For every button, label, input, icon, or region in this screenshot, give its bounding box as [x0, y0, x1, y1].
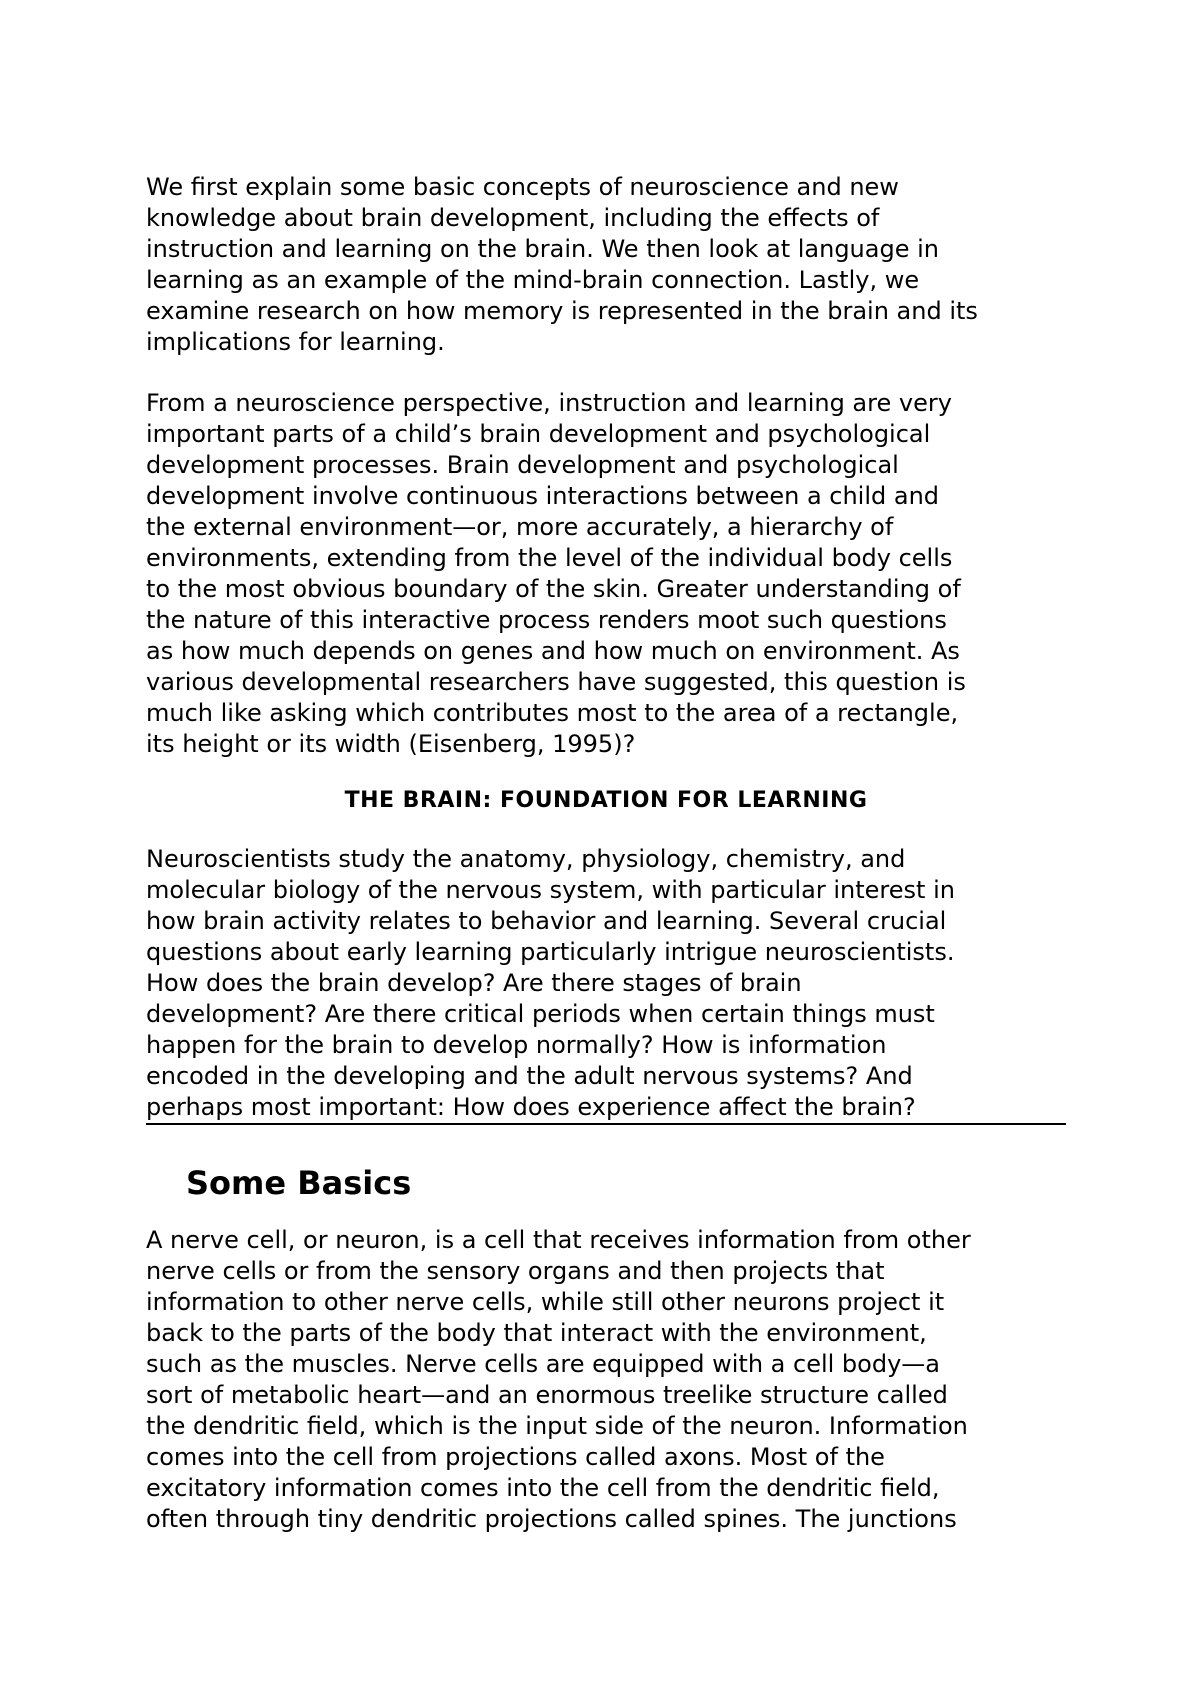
text-line: happen for the brain to develop normally? How is information [146, 1031, 887, 1059]
text-line: examine research on how memory is represented in the brain and its [146, 297, 978, 325]
text-line: important parts of a child’s brain development and psychological [146, 420, 931, 448]
text-line: back to the parts of the body that interact with the environment, [146, 1319, 927, 1347]
text-line: Neuroscientists study the anatomy, physiology, chemistry, and [146, 845, 906, 873]
text-line: We first explain some basic concepts of neuroscience and new [146, 173, 899, 201]
neuron-paragraph [146, 1225, 1066, 1535]
text-line: encoded in the developing and the adult nervous systems? And [146, 1062, 913, 1090]
text-line: implications for learning. [146, 328, 445, 356]
text-line: often through tiny dendritic projections called spines. The junctions [146, 1505, 957, 1533]
neuroscience-perspective-paragraph [146, 388, 1066, 760]
text-line: knowledge about brain development, including the effects of [146, 204, 880, 232]
text-line: comes into the cell from projections called axons. Most of the [146, 1443, 885, 1471]
text-line: learning as an example of the mind-brain connection. Lastly, we [146, 266, 920, 294]
subheading: Some Basics [186, 1164, 412, 1202]
text-line: perhaps most important: How does experience affect the brain? [146, 1093, 916, 1121]
document-page [146, 172, 1066, 1535]
text-line: excitatory information comes into the cell from the dendritic field, [146, 1474, 940, 1502]
text-line: as how much depends on genes and how much on environment. As [146, 637, 960, 665]
text-line: development? Are there critical periods when certain things must [146, 1000, 935, 1028]
text-line: From a neuroscience perspective, instruction and learning are very [146, 389, 952, 417]
text-line: the nature of this interactive process renders moot such questions [146, 606, 947, 634]
text-line: sort of metabolic heart—and an enormous treelike structure called [146, 1381, 948, 1409]
text-line: its height or its width (Eisenberg, 1995)? [146, 730, 636, 758]
text-line: the dendritic field, which is the input side of the neuron. Information [146, 1412, 968, 1440]
text-line: such as the muscles. Nerve cells are equipped with a cell body—a [146, 1350, 940, 1378]
text-line: How does the brain develop? Are there stages of brain [146, 969, 802, 997]
text-line: much like asking which contributes most to the area of a rectangle, [146, 699, 959, 727]
intro-paragraph [146, 172, 1066, 358]
text-line: A nerve cell, or neuron, is a cell that receives information from other [146, 1226, 971, 1254]
text-line: environments, extending from the level of the individual body cells [146, 544, 953, 572]
text-line: development involve continuous interactions between a child and [146, 482, 940, 510]
text-line: to the most obvious boundary of the skin. Greater understanding of [146, 575, 961, 603]
text-line: development processes. Brain development and psychological [146, 451, 899, 479]
neuroscientists-paragraph [146, 844, 1066, 1125]
section-heading: THE BRAIN: FOUNDATION FOR LEARNING [344, 788, 868, 813]
text-line: questions about early learning particularly intrigue neuroscientists. [146, 938, 955, 966]
text-line: various developmental researchers have suggested, this question is [146, 668, 966, 696]
text-line: information to other nerve cells, while still other neurons project it [146, 1288, 945, 1316]
text-line: instruction and learning on the brain. We then look at language in [146, 235, 939, 263]
text-line: molecular biology of the nervous system, with particular interest in [146, 876, 955, 904]
text-line: how brain activity relates to behavior and learning. Several crucial [146, 907, 947, 935]
text-line: the external environment—or, more accurately, a hierarchy of [146, 513, 894, 541]
text-line: nerve cells or from the sensory organs and then projects that [146, 1257, 885, 1285]
